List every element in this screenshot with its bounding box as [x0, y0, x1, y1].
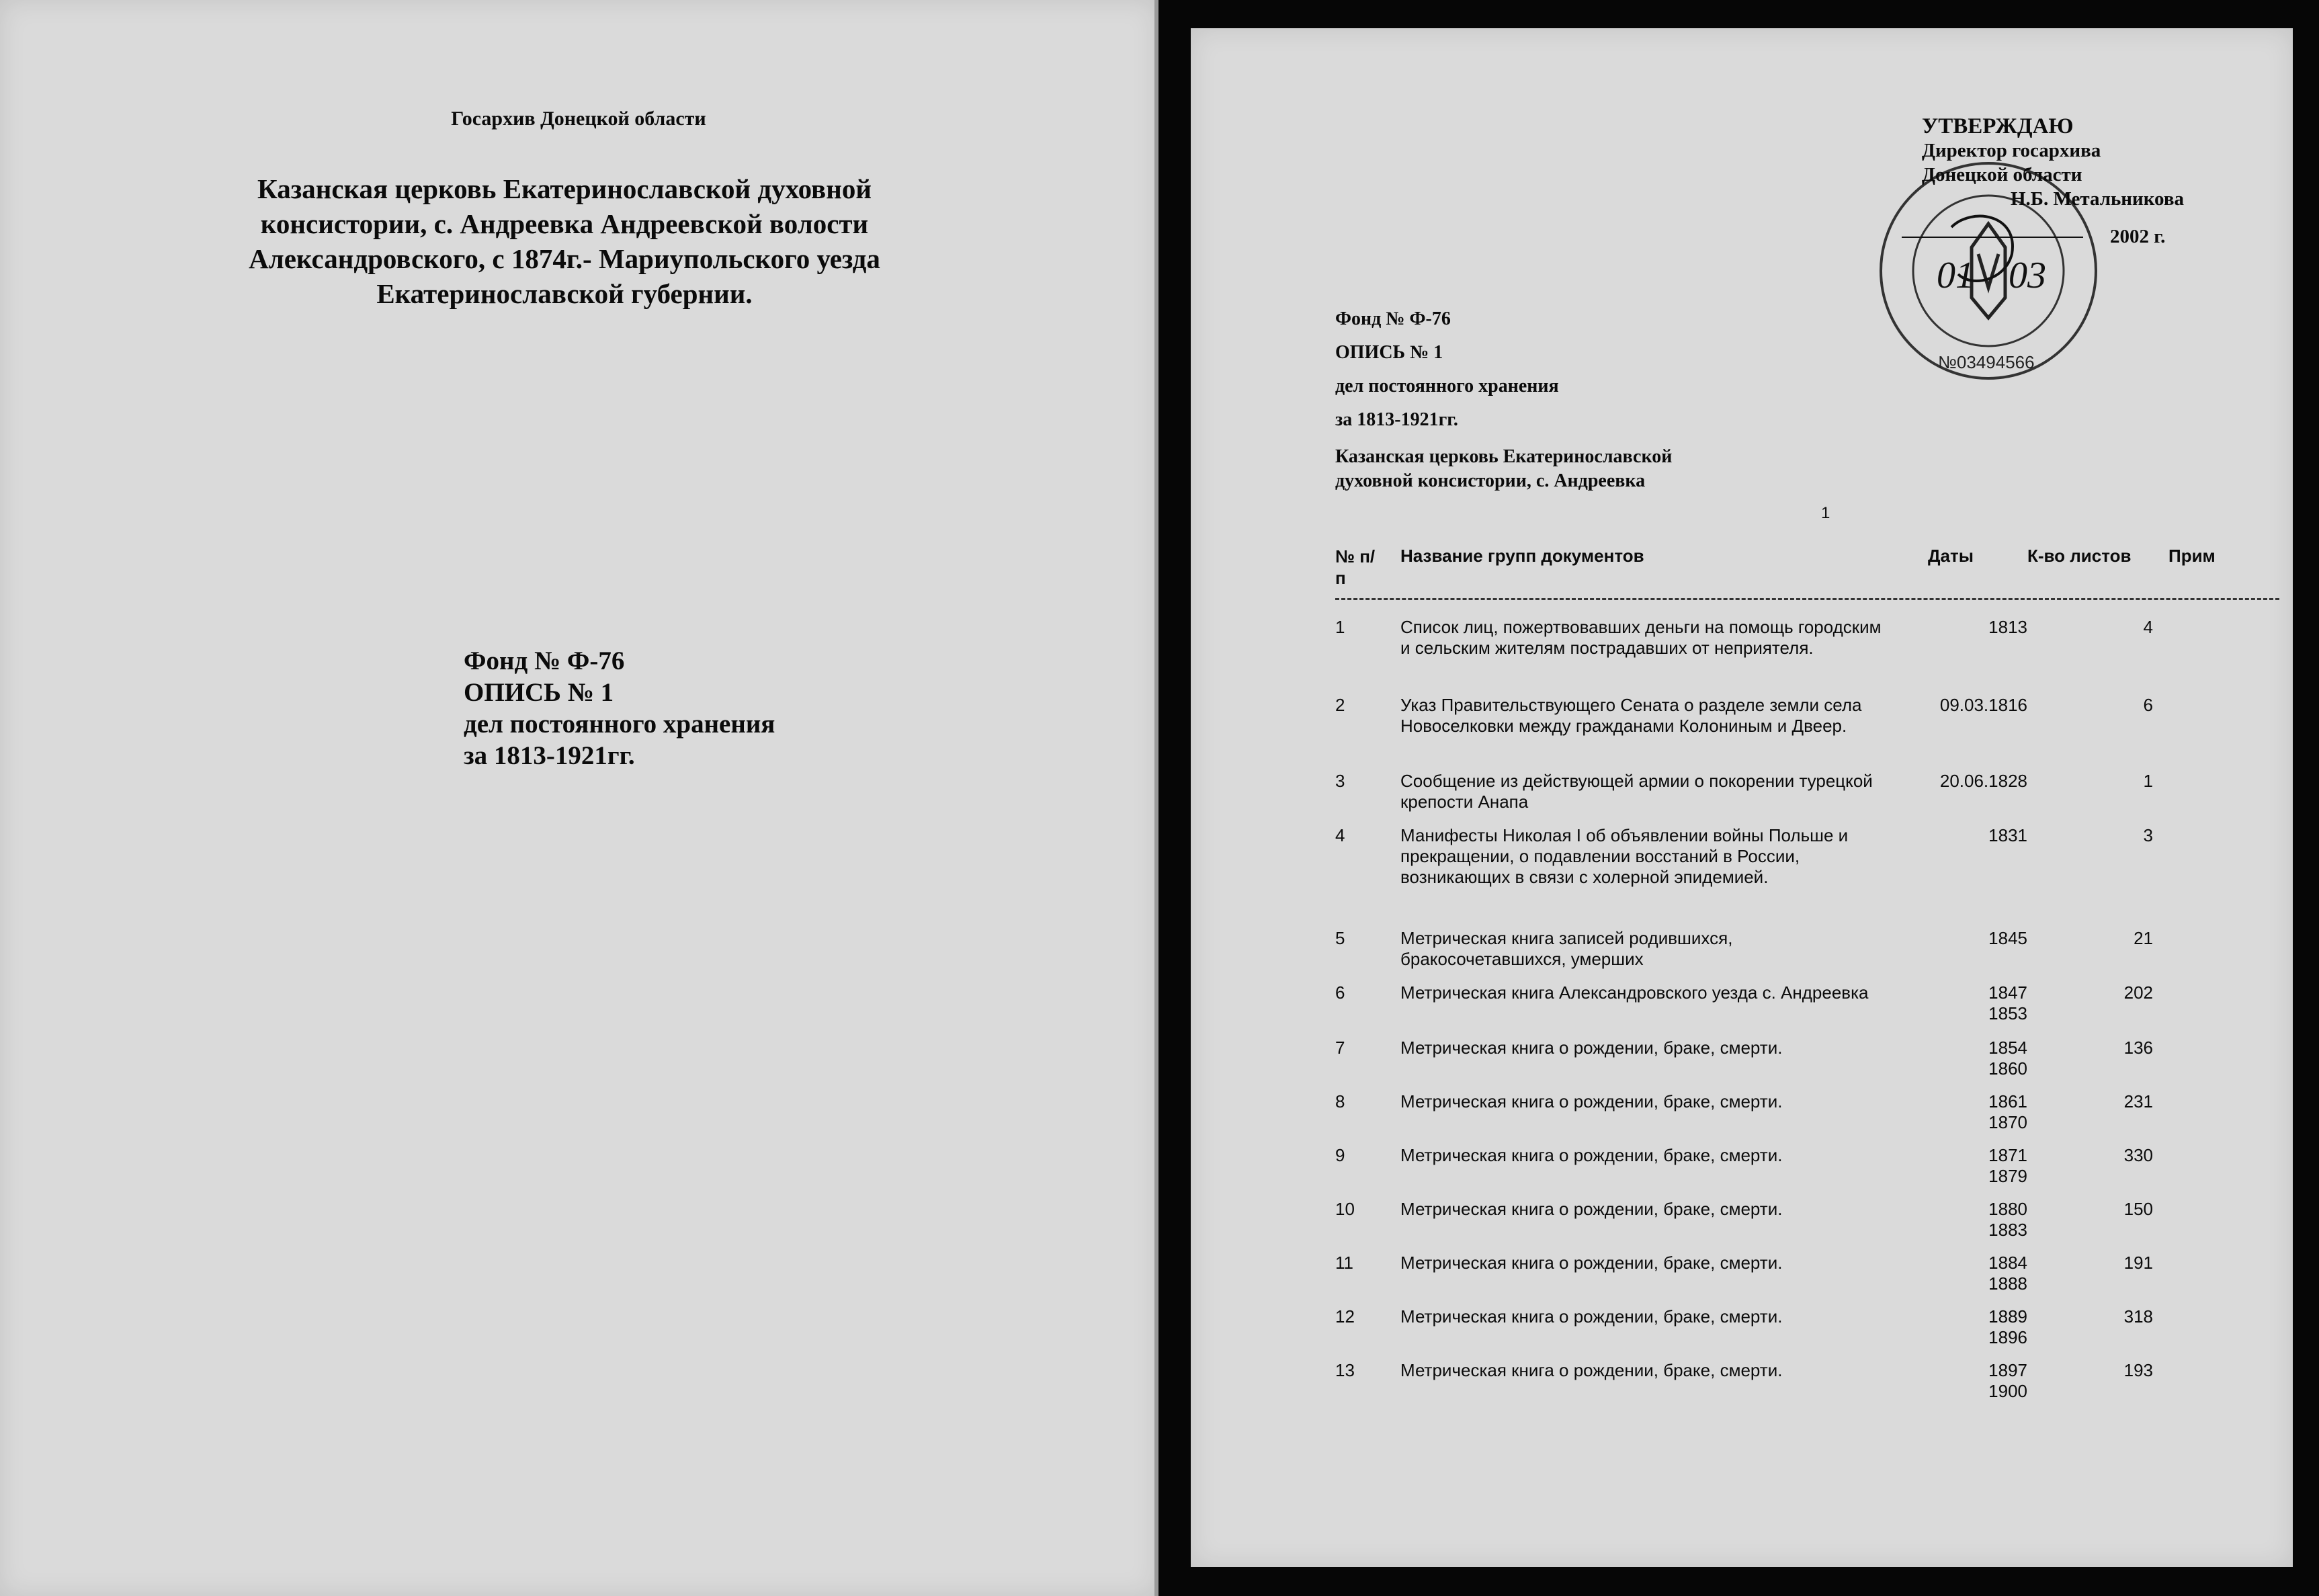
document-group-name: Сообщение из действующей армии о покорении турецкой крепости Анапа — [1400, 771, 1873, 812]
column-header-sheets: К-во листов — [2027, 546, 2132, 566]
storage-type: дел постоянного хранения — [1335, 376, 1559, 396]
row-number: 11 — [1335, 1253, 1353, 1273]
end-date: 1879 — [1988, 1166, 2027, 1186]
end-date: 1888 — [1988, 1273, 2027, 1294]
right-page — [1191, 28, 2293, 1567]
row-number: 2 — [1335, 695, 1345, 715]
page-fold — [1154, 0, 1158, 1596]
end-date: 1853 — [1988, 1003, 2027, 1023]
document-dates — [1886, 1091, 2027, 1133]
document-group-name: Метрическая книга записей родившихся, бракосочетавшихся, умерших — [1400, 928, 1733, 969]
document-group-name: Метрическая книга о рождении, браке, смерти. — [1400, 1360, 1783, 1380]
sheet-count: 21 — [2134, 928, 2153, 948]
document-group-name: Список лиц, пожертвовавших деньги на помощь городским и сельским жителям пострадавших от неприятеля. — [1400, 617, 1882, 658]
row-number: 7 — [1335, 1038, 1345, 1058]
document-dates — [1886, 1360, 2027, 1402]
fund-number: Фонд № Ф-76 — [464, 646, 625, 675]
sheet-count: 3 — [2143, 825, 2153, 845]
end-date: 1860 — [1988, 1058, 2027, 1079]
start-date: 1897 — [1988, 1360, 2027, 1380]
period: за 1813-1921гг. — [464, 741, 635, 770]
left-page — [0, 0, 1157, 1596]
document-group-name: Метрическая книга о рождении, браке, смерти. — [1400, 1199, 1783, 1219]
director-position: Директор госархива — [1922, 140, 2101, 161]
row-number: 3 — [1335, 771, 1345, 791]
stamp-day: 01 — [1937, 255, 1974, 296]
end-date: 1883 — [1988, 1220, 2027, 1240]
header-divider — [1335, 598, 2279, 600]
document-group-name: Метрическая книга о рождении, браке, смерти. — [1400, 1145, 1783, 1165]
fund-info-block — [464, 645, 775, 771]
column-header-notes: Прим — [2168, 546, 2216, 566]
start-date: 1847 — [1988, 982, 2027, 1003]
end-date: 1900 — [1988, 1381, 2027, 1401]
document-group-name: Метрическая книга о рождении, браке, смерти. — [1400, 1038, 1783, 1058]
sheet-count: 330 — [2123, 1145, 2153, 1165]
document-group-name: Метрическая книга о рождении, браке, смерти. — [1400, 1306, 1783, 1327]
sheet-count: 231 — [2123, 1091, 2153, 1111]
document-dates — [1886, 1253, 2027, 1294]
start-date: 20.06.1828 — [1939, 771, 2027, 791]
approval-year: 2002 г. — [2110, 226, 2166, 247]
row-number: 13 — [1335, 1360, 1355, 1380]
document-dates — [1886, 982, 2027, 1024]
inventory-number: ОПИСЬ № 1 — [1335, 342, 1443, 363]
inventory-number: ОПИСЬ № 1 — [464, 678, 614, 707]
start-date: 09.03.1816 — [1939, 695, 2027, 715]
sheet-count: 191 — [2123, 1253, 2153, 1273]
row-number: 12 — [1335, 1306, 1355, 1327]
stamp-serial: №03494566 — [1938, 352, 2035, 372]
start-date: 1813 — [1988, 617, 2027, 637]
document-dates — [1886, 1199, 2027, 1241]
document-dates — [1886, 1306, 2027, 1348]
document-group-name: Указ Правительствующего Сената о разделе земли села Новоселковки между гражданами Колониным и Двеер. — [1400, 695, 1862, 736]
document-dates — [1886, 1038, 2027, 1079]
row-number: 6 — [1335, 982, 1345, 1003]
director-region: Донецкой области — [1922, 164, 2082, 185]
row-number: 5 — [1335, 928, 1345, 948]
institution-name — [1335, 445, 1672, 493]
signature-line — [1902, 237, 2083, 238]
start-date: 1889 — [1988, 1306, 2027, 1327]
sheet-count: 318 — [2123, 1306, 2153, 1327]
institution-line: духовной консистории, с. Андреевка — [1335, 470, 1646, 491]
document-dates — [1886, 1145, 2027, 1187]
column-header-name: Название групп документов — [1400, 546, 1644, 566]
document-dates — [1886, 695, 2027, 716]
start-date: 1884 — [1988, 1253, 2027, 1273]
column-header-number: № п/п — [1335, 546, 1376, 588]
sheet-count: 1 — [2143, 771, 2153, 791]
row-number: 9 — [1335, 1145, 1345, 1165]
sheet-count: 150 — [2123, 1199, 2153, 1219]
page-number: 1 — [1821, 504, 1830, 522]
start-date: 1831 — [1988, 825, 2027, 845]
signer-name: Н.Б. Метальникова — [2011, 188, 2184, 210]
start-date: 1845 — [1988, 928, 2027, 948]
fund-title: Казанская церковь Екатеринославской духовной консистории, с. Андреевка Андреевской волости Александровского, с 1874г.- Мариупольского уезда Екатеринославской губернии. — [249, 173, 880, 309]
fund-info-block — [1335, 302, 1559, 437]
document-dates — [1886, 617, 2027, 638]
document-group-name: Манифесты Николая I об объявлении войны Польше и прекращении, о подавлении восстаний в России, возникающих в связи с холерной эпидемией. — [1400, 825, 1849, 887]
document-dates — [1886, 771, 2027, 792]
row-number: 1 — [1335, 617, 1345, 637]
row-number: 8 — [1335, 1091, 1345, 1111]
archive-name: Госархив Донецкой области — [451, 108, 706, 130]
row-number: 10 — [1335, 1199, 1355, 1219]
approval-heading: УТВЕРЖДАЮ — [1922, 114, 2074, 138]
start-date: 1880 — [1988, 1199, 2027, 1219]
document-dates — [1886, 928, 2027, 949]
row-number: 4 — [1335, 825, 1345, 845]
approval-block — [1922, 114, 2184, 247]
sheet-count: 6 — [2143, 695, 2153, 715]
document-group-name: Метрическая книга о рождении, браке, смерти. — [1400, 1253, 1783, 1273]
document-group-name: Метрическая книга Александровского уезда с. Андреевка — [1400, 982, 1869, 1003]
institution-line: Казанская церковь Екатеринославской — [1335, 446, 1673, 467]
sheet-count: 136 — [2123, 1038, 2153, 1058]
document-group-name: Метрическая книга о рождении, браке, смерти. — [1400, 1091, 1783, 1111]
start-date: 1854 — [1988, 1038, 2027, 1058]
end-date: 1896 — [1988, 1327, 2027, 1347]
start-date: 1871 — [1988, 1145, 2027, 1165]
fund-number: Фонд № Ф-76 — [1335, 308, 1451, 329]
column-header-dates: Даты — [1928, 546, 1974, 566]
end-date: 1870 — [1988, 1112, 2027, 1132]
sheet-count: 193 — [2123, 1360, 2153, 1380]
start-date: 1861 — [1988, 1091, 2027, 1111]
period: за 1813-1921гг. — [1335, 409, 1458, 430]
document-dates — [1886, 825, 2027, 846]
storage-type: дел постоянного хранения — [464, 710, 775, 739]
sheet-count: 202 — [2123, 982, 2153, 1003]
stamp-month: 03 — [2009, 255, 2046, 296]
sheet-count: 4 — [2143, 617, 2153, 637]
